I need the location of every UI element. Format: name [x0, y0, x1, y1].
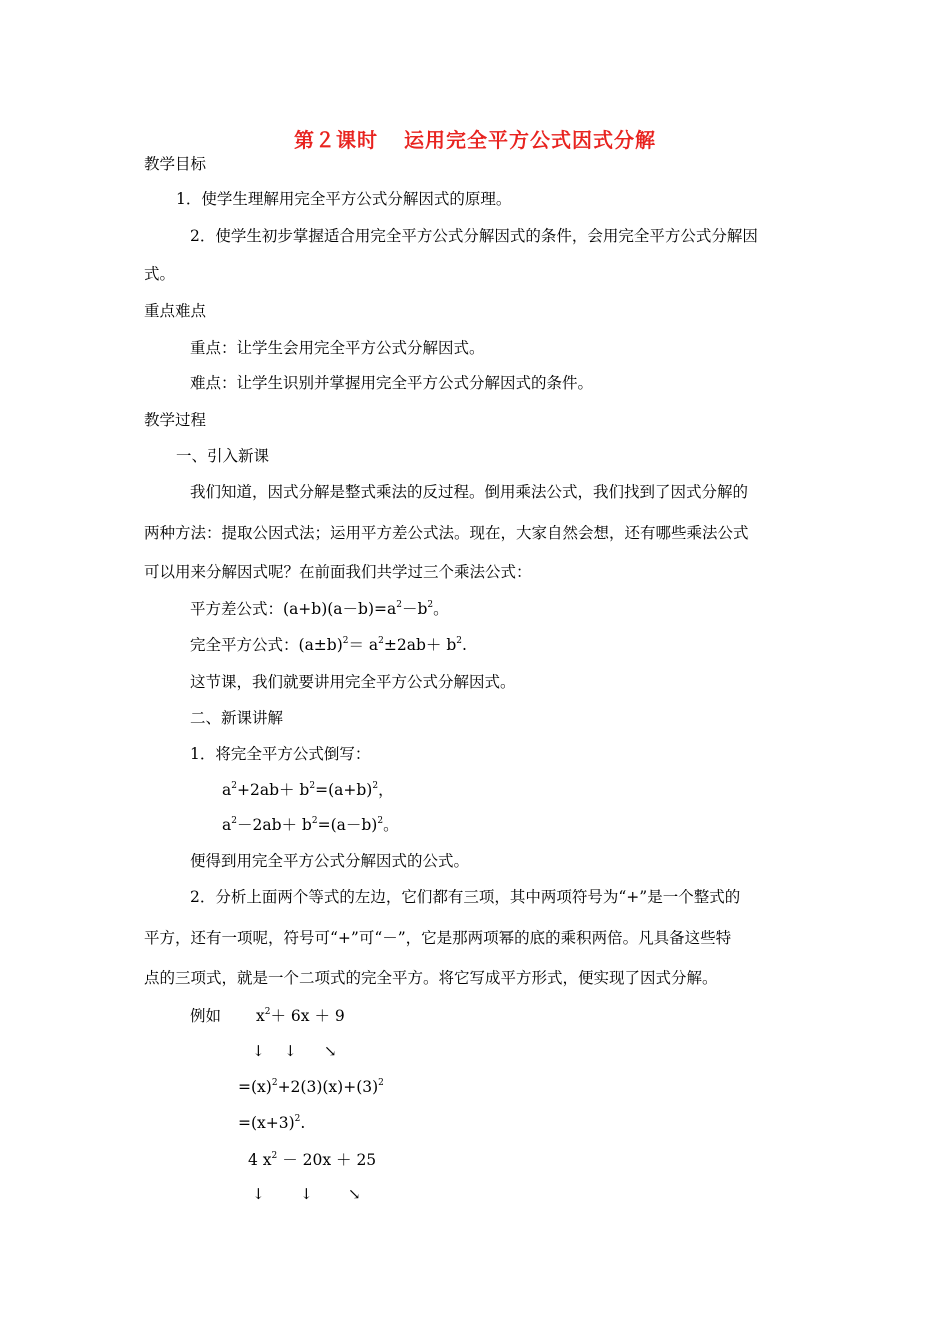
key-point: 重点：让学生会用完全平方公式分解因式。 — [190, 339, 485, 357]
reversed-formula-1 — [222, 780, 394, 800]
formula-part: . — [300, 1114, 306, 1132]
formula-part: 4 x — [248, 1151, 272, 1169]
exponent: 2 — [311, 816, 318, 826]
formula-part: ±2ab＋ b — [383, 636, 457, 654]
formula-part: a — [222, 781, 232, 799]
example-1-expression — [256, 1006, 345, 1026]
title-topic: 运用完全平方公式因式分解 — [404, 128, 656, 152]
intro-paragraph-line-2: 两种方法：提取公因式法；运用平方差公式法。现在，大家自然会想，还有哪些乘法公式 — [144, 524, 749, 542]
arrow-down-right-icon: ↘ — [348, 1185, 361, 1203]
example-label: 例如 — [190, 1007, 222, 1025]
lesson-intro: 这节课，我们就要讲用完全平方公式分解因式。 — [190, 673, 516, 691]
formula-part: =(x) — [238, 1078, 272, 1096]
goal-1: 1．使学生理解用完全平方公式分解因式的原理。 — [176, 190, 512, 208]
exponent: 2 — [264, 1007, 271, 1017]
arrow-down-icon: ↓ — [252, 1042, 265, 1060]
exponent: 2 — [231, 816, 237, 826]
exponent: 2 — [271, 1151, 278, 1161]
formula-part: . — [462, 636, 467, 654]
formula-part: 。 — [433, 600, 449, 618]
heading-new-lesson: 二、新课讲解 — [190, 709, 284, 727]
step-1: 1．将完全平方公式倒写： — [190, 745, 371, 763]
example-2-expression — [248, 1150, 376, 1170]
exponent: 2 — [378, 1078, 384, 1088]
reversed-formula-2 — [222, 815, 399, 835]
formula-part: +2(3)(x)+(3) — [277, 1078, 379, 1096]
heading-teaching-goals: 教学目标 — [144, 155, 207, 173]
exponent: 2 — [309, 781, 316, 791]
formula-part: =(x+3) — [238, 1114, 295, 1132]
formula-part: x — [256, 1007, 265, 1025]
formula-part: (a+b)(a－b)=a — [283, 600, 397, 618]
conclusion: 便得到用完全平方公式分解因式的公式。 — [190, 852, 470, 870]
step-2-line-1: 2．分析上面两个等式的左边，它们都有三项，其中两项符号为“+”是一个整式的 — [190, 888, 741, 906]
formula-part: +2ab＋ b — [236, 781, 310, 799]
intro-paragraph-line-1: 我们知道，因式分解是整式乘法的反过程。倒用乘法公式，我们找到了因式分解的 — [190, 483, 749, 501]
formula-part: ＝ a — [348, 636, 379, 654]
step-2-line-2: 平方，还有一项呢，符号可“+”可“－”，它是那两项幂的底的乘积两倍。凡具备这些特 — [144, 929, 732, 947]
exponent: 2 — [271, 1078, 278, 1088]
formula-part: a — [222, 816, 232, 834]
exponent: 2 — [378, 636, 384, 646]
exponent: 2 — [372, 781, 379, 791]
formula-perfect-square — [190, 635, 467, 655]
goal-2-line-1: 2．使学生初步掌握适合用完全平方公式分解因式的条件，会用完全平方公式分解因 — [190, 227, 758, 245]
page-title — [0, 124, 950, 153]
formula-part: ＋ 6x ＋ 9 — [270, 1007, 345, 1025]
formula-part: ， — [378, 781, 394, 799]
example-1-step-1 — [238, 1077, 384, 1097]
formula-label: 平方差公式： — [190, 600, 284, 618]
formula-label: 完全平方公式： — [190, 636, 299, 654]
exponent: 2 — [294, 1114, 301, 1124]
heading-teaching-process: 教学过程 — [144, 411, 207, 429]
formula-part: =(a－b) — [317, 816, 378, 834]
example-1-result — [238, 1113, 305, 1133]
arrow-down-icon: ↓ — [300, 1185, 313, 1203]
title-lesson-number: 第２课时 — [294, 128, 378, 152]
heading-intro: 一、引入新课 — [176, 447, 270, 465]
formula-part: － 20x ＋ 25 — [282, 1151, 377, 1169]
formula-part: 。 — [383, 816, 399, 834]
exponent: 2 — [427, 600, 434, 610]
formula-part: =(a+b) — [315, 781, 373, 799]
heading-key-points: 重点难点 — [144, 302, 207, 320]
exponent: 2 — [396, 600, 402, 610]
arrow-down-icon: ↓ — [284, 1042, 297, 1060]
arrow-down-right-icon: ↘ — [324, 1042, 337, 1060]
step-2-line-3: 点的三项式，就是一个二项式的完全平方。将它写成平方形式，便实现了因式分解。 — [144, 969, 718, 987]
exponent: 2 — [377, 816, 384, 826]
formula-part: －2ab＋ b — [236, 816, 312, 834]
formula-difference-of-squares — [190, 599, 449, 619]
formula-part: －b — [401, 600, 428, 618]
intro-paragraph-line-3: 可以用来分解因式呢？在前面我们共学过三个乘法公式： — [144, 563, 532, 581]
exponent: 2 — [342, 636, 349, 646]
exponent: 2 — [456, 636, 463, 646]
goal-2-line-2: 式。 — [144, 265, 176, 283]
arrow-down-icon: ↓ — [252, 1185, 265, 1203]
difficult-point: 难点：让学生识别并掌握用完全平方公式分解因式的条件。 — [190, 374, 594, 392]
exponent: 2 — [231, 781, 237, 791]
formula-part: (a±b) — [298, 636, 343, 654]
